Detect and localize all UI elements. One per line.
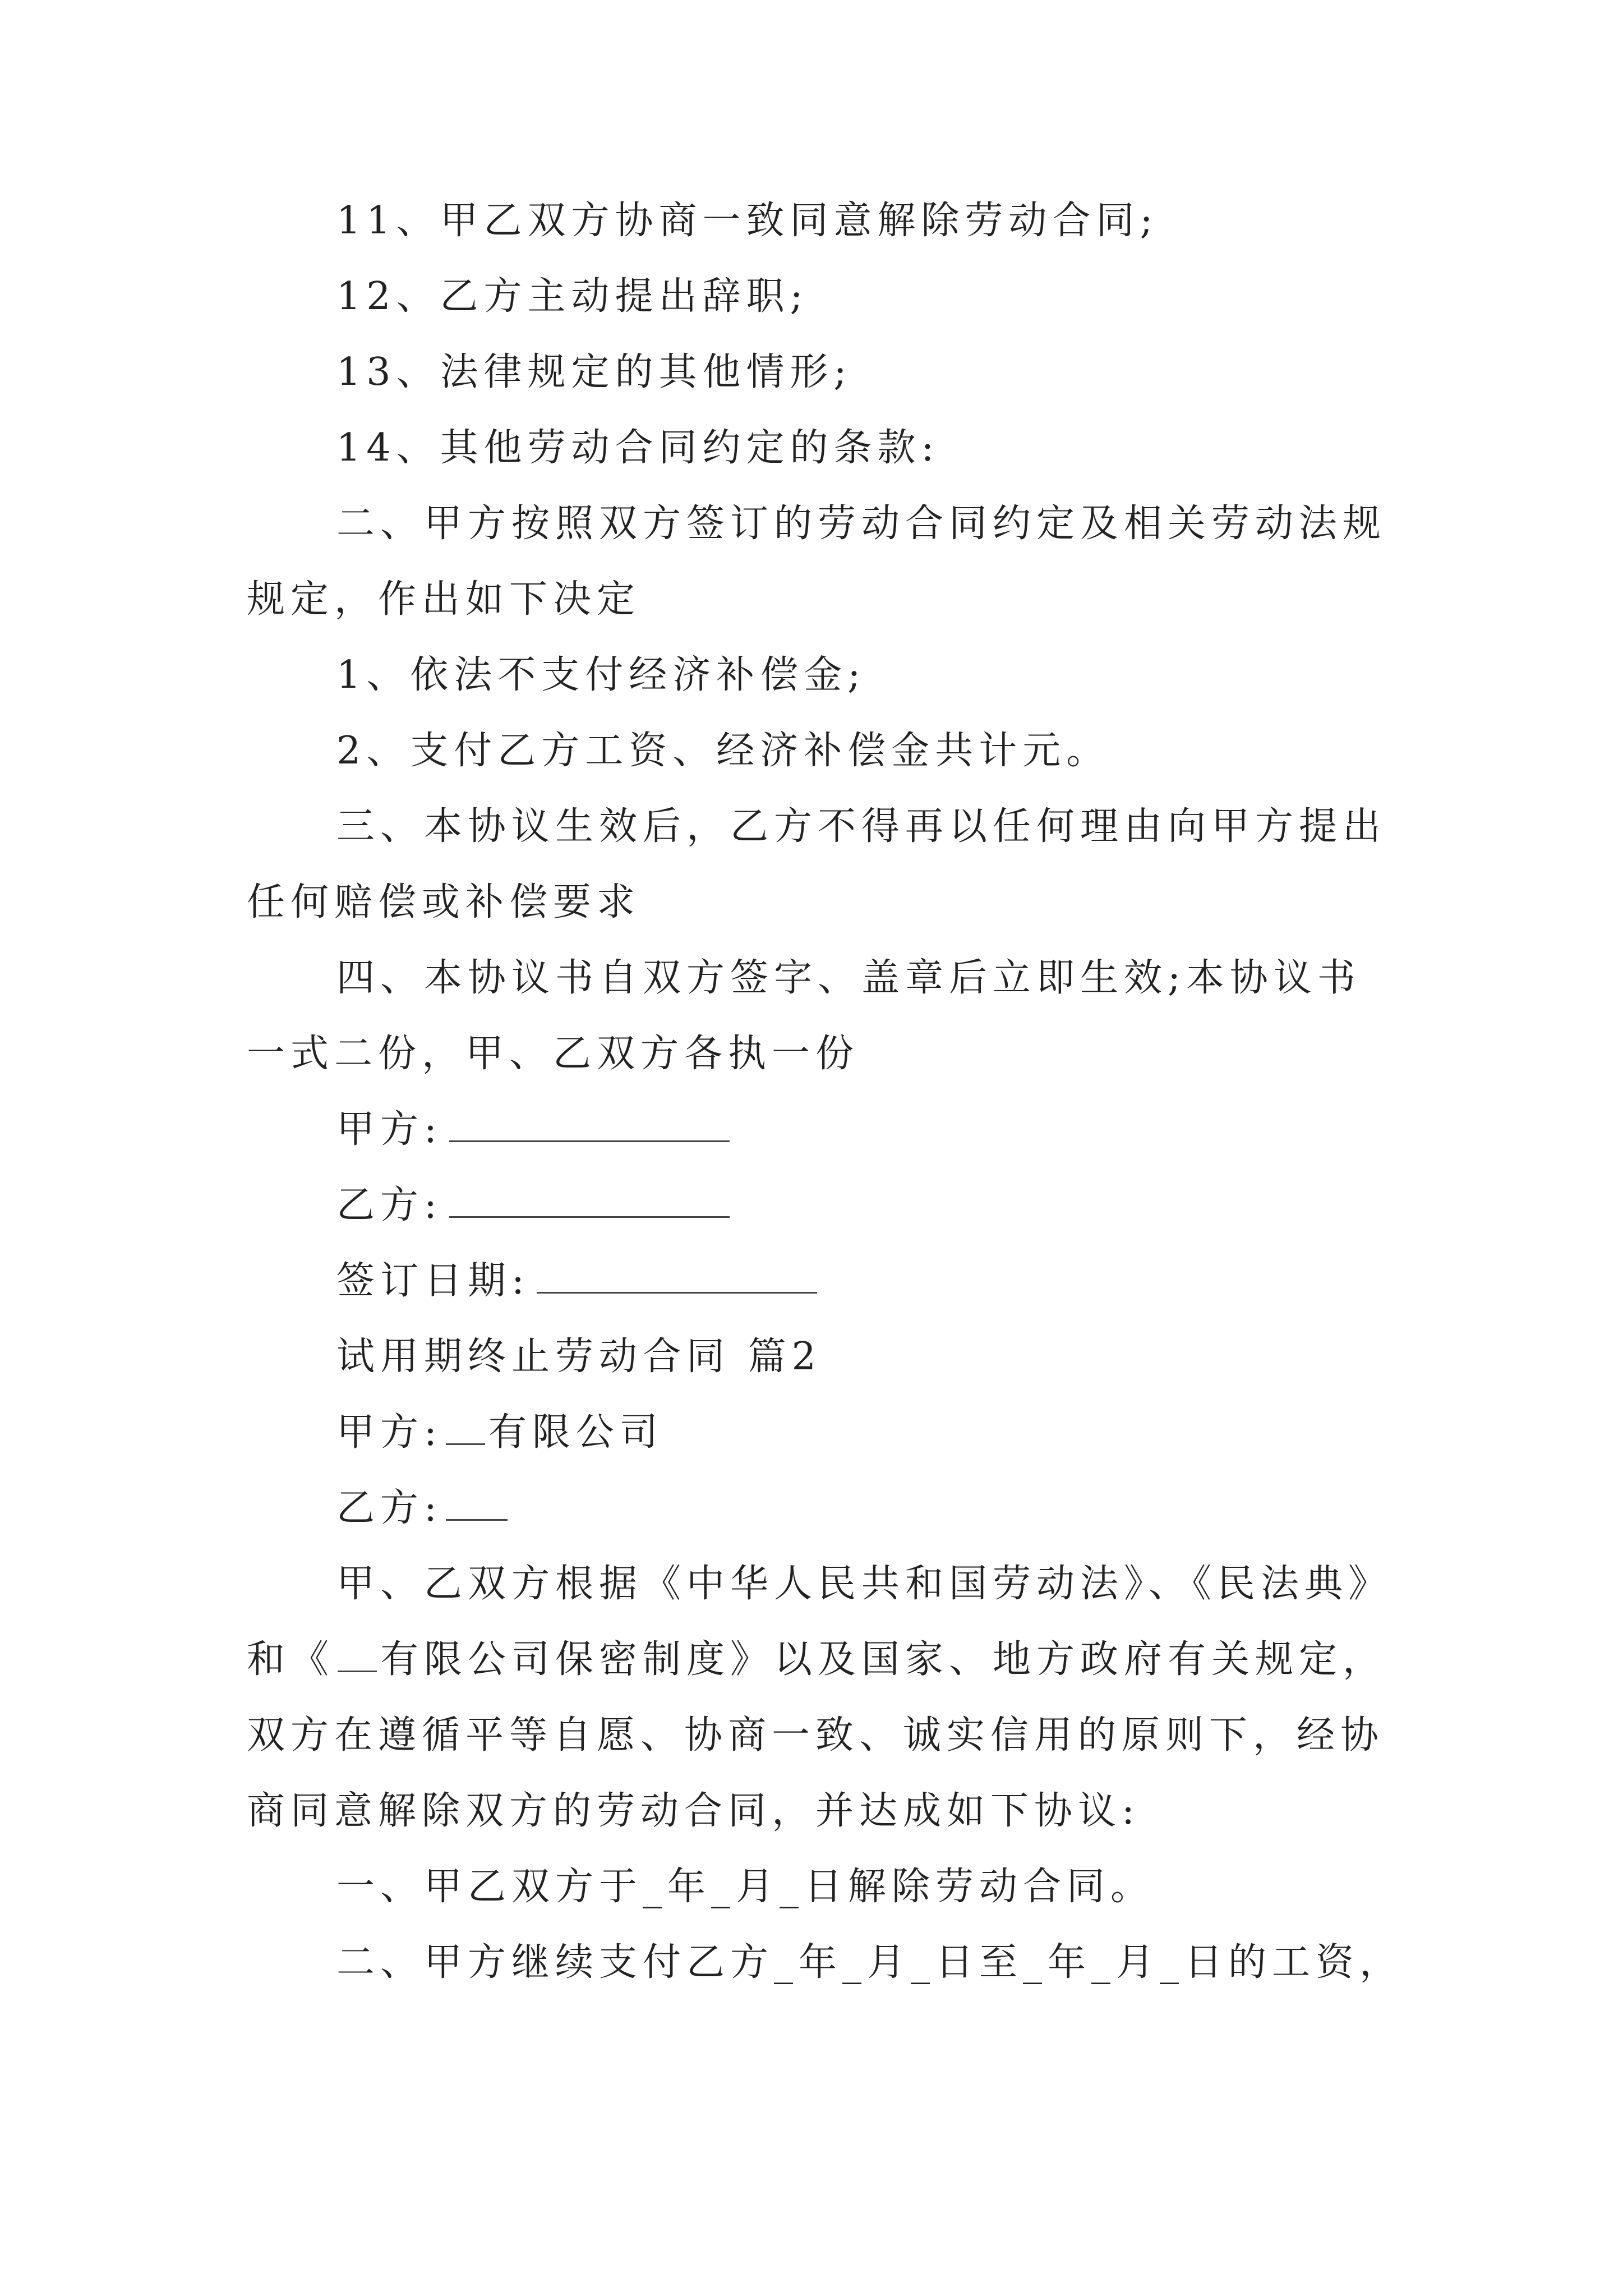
decision-2 (336, 729, 1110, 773)
sign-date-label: 签订日期: (336, 1259, 530, 1303)
decision-2-text: 2、支付乙方工资、经济补偿金共计元。 (336, 729, 1110, 773)
section-2-line-2 (247, 577, 641, 622)
section-4-line-1 (336, 956, 1361, 1000)
section-3-text-2: 任何赔偿或补偿要求 (247, 880, 641, 924)
clause-13-text: 13、法律规定的其他情形; (336, 350, 852, 394)
decision-1-text: 1、依法不支付经济补偿金; (336, 653, 866, 697)
party-a-signature-line (336, 1107, 730, 1152)
agreement-basis-prefix: 和《 (247, 1637, 335, 1682)
agreement-term-2 (336, 1940, 1404, 1985)
sign-date-blank (537, 1289, 817, 1294)
party-b-label-2: 乙方: (336, 1486, 442, 1530)
section-3-text-1: 三、本协议生效后，乙方不得再以任何理由向甲方提出 (336, 804, 1387, 849)
clause-11-text: 11、甲乙双方协商一致同意解除劳动合同; (336, 199, 1159, 243)
section-3-line-1 (336, 804, 1387, 849)
party-b-line-2 (336, 1486, 511, 1530)
section-2-text-2: 规定，作出如下决定 (247, 577, 641, 622)
company-name-blank (446, 1440, 485, 1445)
clause-13 (336, 350, 852, 394)
agreement-basis-line-1 (336, 1562, 1393, 1606)
party-a-company-text: 有限公司 (488, 1410, 663, 1455)
party-a-company-line (336, 1410, 663, 1455)
clause-14-text: 14、其他劳动合同约定的条款: (336, 426, 940, 470)
decision-1 (336, 653, 866, 697)
clause-11 (336, 199, 1159, 243)
agreement-basis-text-3: 双方在遵循平等自愿、协商一致、诚实信用的原则下，经协 (247, 1713, 1385, 1757)
agreement-basis-line-2 (247, 1637, 1387, 1682)
party-b-label: 乙方: (336, 1183, 442, 1227)
agreement-basis-text-4: 商同意解除双方的劳动合同，并达成如下协议: (247, 1789, 1140, 1833)
party-b-signature-line (336, 1183, 730, 1227)
sign-date-line (336, 1259, 817, 1303)
section-4-text-2: 一式二份，甲、乙双方各执一份 (247, 1032, 860, 1076)
section-4-line-2 (247, 1032, 860, 1076)
party-b-name-blank (446, 1516, 508, 1521)
section-title-part-2 (336, 1335, 822, 1379)
agreement-basis-text-2: 有限公司保密制度》以及国家、地方政府有关规定， (380, 1637, 1387, 1682)
section-3-line-2 (247, 880, 641, 924)
clause-14 (336, 426, 940, 470)
agreement-basis-line-3 (247, 1713, 1385, 1757)
party-b-blank (449, 1213, 730, 1218)
party-a-blank (449, 1137, 730, 1142)
section-title-text: 试用期终止劳动合同 篇2 (336, 1335, 822, 1379)
section-2-line-1 (336, 501, 1387, 546)
party-a-label: 甲方: (336, 1107, 442, 1152)
agreement-term-1 (336, 1865, 1155, 1909)
agreement-basis-line-4 (247, 1789, 1140, 1833)
agreement-term-2-text: 二、甲方继续支付乙方_年_月_日至_年_月_日的工资， (336, 1940, 1404, 1985)
confidentiality-company-blank (338, 1667, 377, 1672)
agreement-term-1-text: 一、甲乙双方于_年_月_日解除劳动合同。 (336, 1865, 1155, 1909)
party-a-company-label: 甲方: (336, 1410, 442, 1455)
section-4-text-1: 四、本协议书自双方签字、盖章后立即生效;本协议书 (336, 956, 1361, 1000)
section-2-text-1: 二、甲方按照双方签订的劳动合同约定及相关劳动法规 (336, 501, 1387, 546)
clause-12-text: 12、乙方主动提出辞职; (336, 274, 809, 319)
clause-12 (336, 274, 809, 319)
agreement-basis-text-1: 甲、乙双方根据《中华人民共和国劳动法》、《民法典》 (336, 1562, 1393, 1606)
